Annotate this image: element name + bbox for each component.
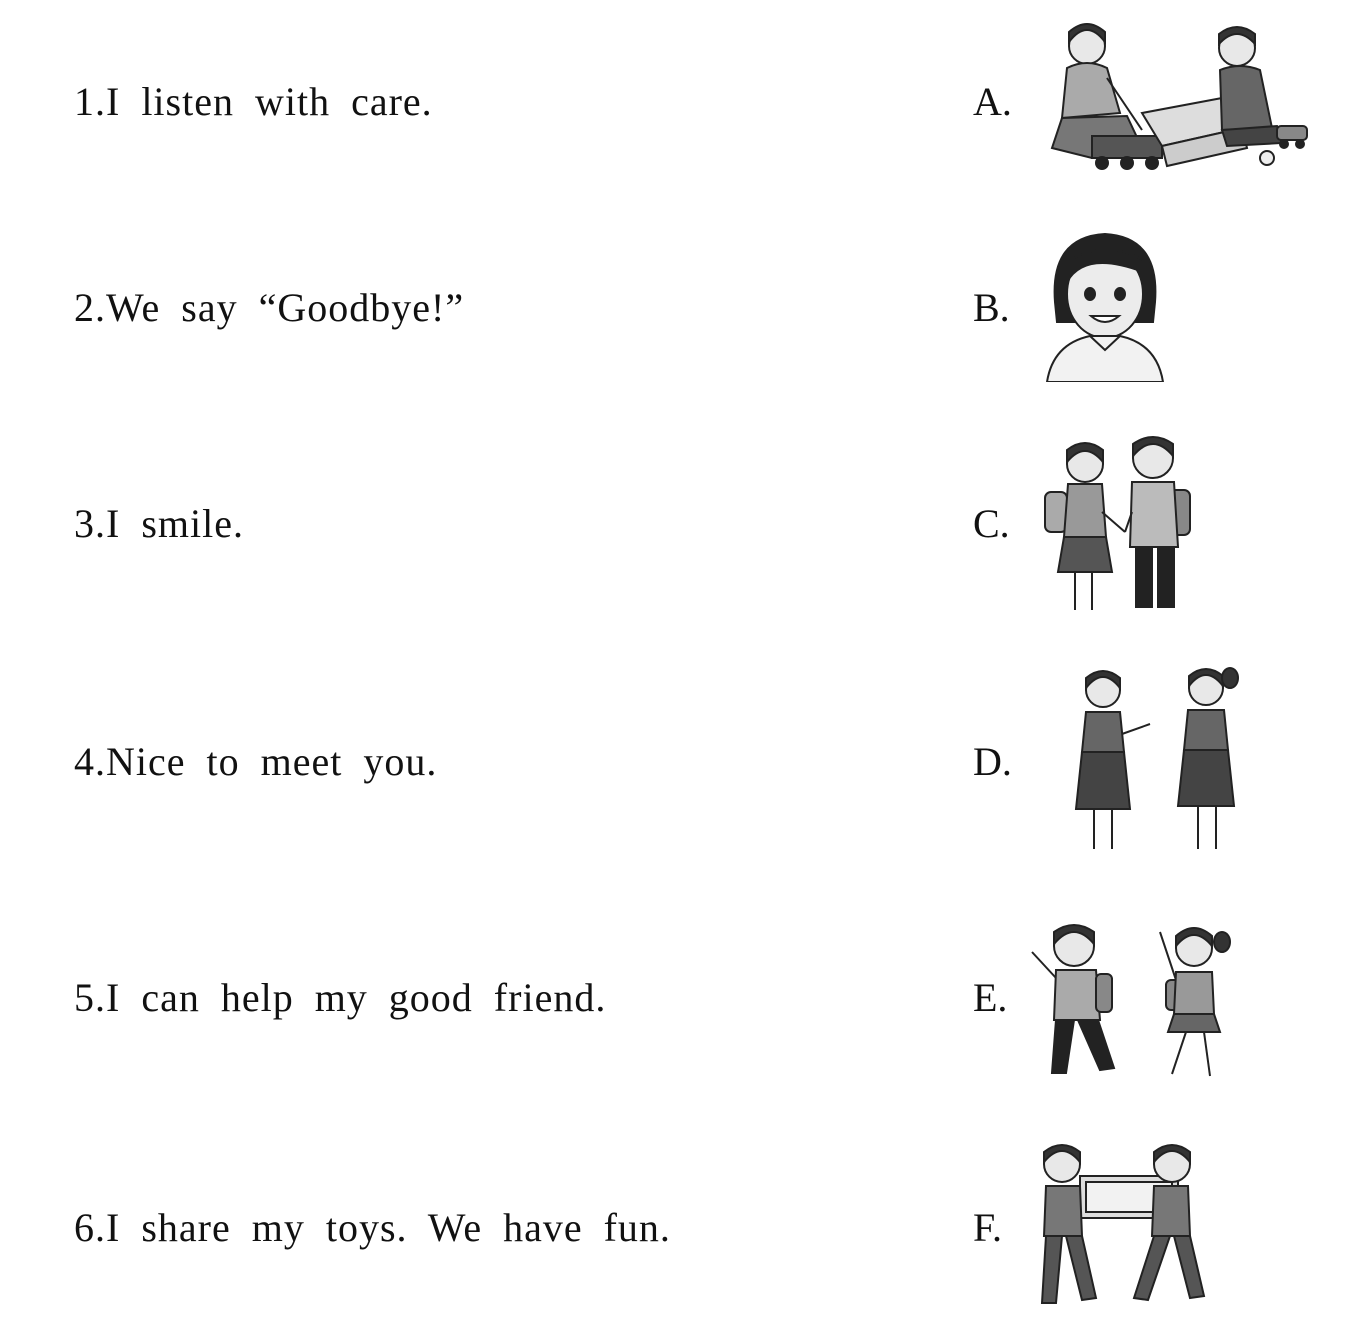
picture-d-two-girls-meeting <box>1068 664 1248 859</box>
sentence-text: I listen with care. <box>106 79 433 124</box>
picture-a-children-playing-toys <box>1032 18 1317 183</box>
sentence-number: 5. <box>74 975 106 1020</box>
sentence-text: I smile. <box>106 501 244 546</box>
option-letter-a: A. <box>973 79 1012 124</box>
option-letter-e: E. <box>973 975 1008 1020</box>
sentence-number: 6. <box>74 1205 106 1250</box>
sentence-number: 2. <box>74 285 106 330</box>
option-letter-d: D. <box>973 739 1012 784</box>
picture-c-children-shaking-hands <box>1040 432 1195 622</box>
picture-f-boys-carrying-box <box>1034 1138 1214 1310</box>
option-letter-c: C. <box>973 501 1010 546</box>
sentence-number: 4. <box>74 739 106 784</box>
sentence-text: I share my toys. We have fun. <box>106 1205 671 1250</box>
picture-e-children-waving-goodbye <box>1026 918 1231 1086</box>
sentence-4 <box>74 738 437 786</box>
sentence-number: 1. <box>74 79 106 124</box>
sentence-text: We say “Goodbye!” <box>106 285 465 330</box>
picture-b-smiling-girl <box>1045 232 1165 382</box>
sentence-text: I can help my good friend. <box>106 975 607 1020</box>
sentence-text: Nice to meet you. <box>106 739 438 784</box>
sentence-2 <box>74 284 464 332</box>
sentence-3 <box>74 500 244 548</box>
option-letter-f: F. <box>973 1205 1003 1250</box>
sentence-6 <box>74 1204 671 1252</box>
option-letter-b: B. <box>973 285 1010 330</box>
sentence-1 <box>74 78 433 126</box>
sentence-number: 3. <box>74 501 106 546</box>
sentence-5 <box>74 974 606 1022</box>
